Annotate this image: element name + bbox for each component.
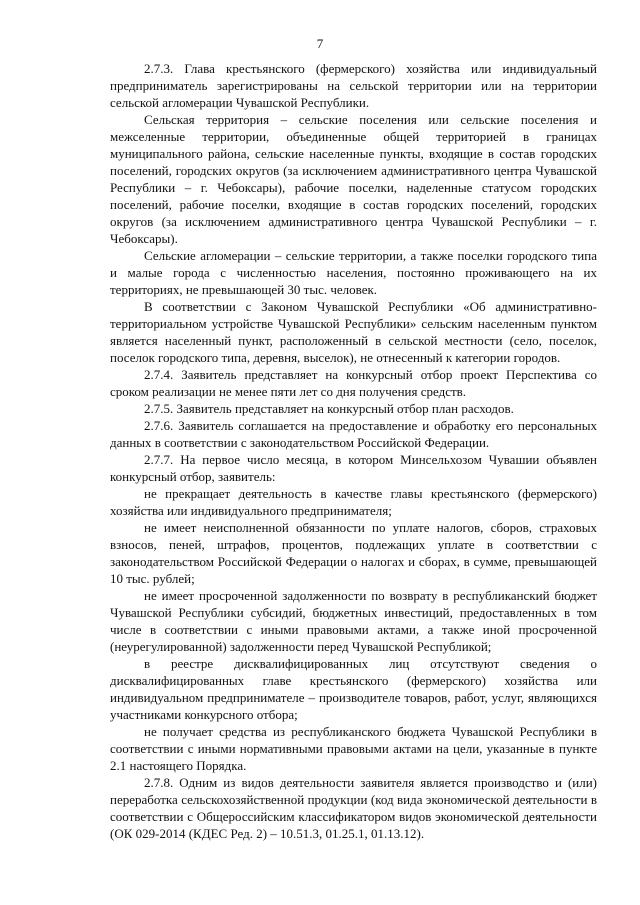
page-number: 7 — [316, 36, 324, 51]
list-item-no-tax-debt: не имеет неисполненной обязанности по уплате налогов, сборов, страховых взносов, пеней, штрафов, процентов, подлежащих уплате в соответствии с законодательством Российской Федерации о налогах и сборах, в сумме, превышающей 10 тыс. рублей; — [110, 520, 597, 586]
paragraph-rural-agglomeration-definition: Сельские агломерации – сельские территории, а также поселки городского типа и малые города с численностью населения, постоянно проживающего на их территориях, не превышающей 30 тыс. человек. — [110, 248, 597, 297]
paragraph-2-7-6: 2.7.6. Заявитель соглашается на предоставление и обработку его персональных данных в соответствии с законодательством Российской Федерации. — [110, 418, 597, 450]
paragraph-2-7-4: 2.7.4. Заявитель представляет на конкурсный отбор проект Перспектива со сроком реализации не менее пяти лет со дня получения средств. — [110, 367, 597, 399]
paragraph-2-7-7: 2.7.7. На первое число месяца, в котором Минсельхозом Чувашии объявлен конкурсный отбор, заявитель: — [110, 452, 597, 484]
document-body — [110, 60, 597, 842]
paragraph-2-7-5: 2.7.5. Заявитель представляет на конкурсный отбор план расходов. — [144, 401, 514, 416]
paragraph-2-7-3: 2.7.3. Глава крестьянского (фермерского) хозяйства или индивидуальный предприниматель зарегистрированы на сельской территории или на территории сельской агломерации Чувашской Республики. — [110, 61, 597, 110]
list-item-activity-not-terminated: не прекращает деятельность в качестве главы крестьянского (фермерского) хозяйства или индивидуального предпринимателя; — [110, 486, 597, 518]
paragraph-rural-territory-definition: Сельская территория – сельские поселения или сельские поселения и межселенные территории, объединенные общей территорией в границах муниципального района, сельские населенные пункты, входящие в состав городских поселений, городских округов (за исключением административного центра Чувашской Республики – г. Чебоксары), рабочие поселки, наделенные статусом городских поселений, рабочие поселки, входящие в состав городских поселений, городских округов (за исключением административного центра Чувашской Республики – г. Чебоксары). — [110, 112, 597, 246]
list-item-no-overdue-debt: не имеет просроченной задолженности по возврату в республиканский бюджет Чувашской Республики субсидий, бюджетных инвестиций, предоставленных в том числе в соответствии с иными правовыми актами, а также иной просроченной (неурегулированной) задолженности перед Чувашской Республикой; — [110, 588, 597, 654]
list-item-no-other-funds: не получает средства из республиканского бюджета Чувашской Республики в соответствии с иными нормативными правовыми актами на цели, указанные в пункте 2.1 настоящего Порядка. — [110, 724, 597, 773]
paragraph-2-7-8: 2.7.8. Одним из видов деятельности заявителя является производство и (или) переработка сельскохозяйственной продукции (код вида экономической деятельности в соответствии с Общероссийским классификатором видов экономической деятельности (ОК 029-2014 (КДЕС Ред. 2) – 10.51.3, 01.25.1, 01.13.12). — [110, 775, 597, 841]
paragraph-law-reference: В соответствии с Законом Чувашской Республики «Об административно-территориальном устройстве Чувашской Республики» сельским населенным пунктом является населенный пункт, расположенный в сельской местности (село, поселок, поселок городского типа, деревня, выселок), не отнесенный к категории городов. — [110, 299, 597, 365]
list-item-not-disqualified: в реестре дисквалифицированных лиц отсутствуют сведения о дисквалифицированных главе крестьянского (фермерского) хозяйства или индивидуальном предпринимателе – производителе товаров, работ, услуг, являющихся участниками конкурсного отбора; — [110, 656, 597, 722]
